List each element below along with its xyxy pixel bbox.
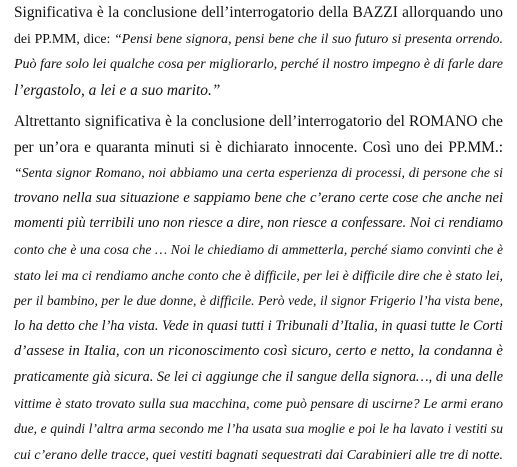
- text-line: per un’ora e quaranta minuti si è dichiarato innocente. Così uno dei PP.MM.:: [14, 138, 503, 156]
- paragraph-romano: [14, 109, 503, 467]
- text-line: Significativa è la conclusione dell’interrogatorio della BAZZI allorquando uno: [14, 4, 503, 21]
- text-line: Può fare solo lei qualche cosa per migliorarlo, perché il nostro impegno è di farle dare: [14, 57, 503, 72]
- quote-segment: “Pensi bene signora, pensi bene che il suo futuro si presenta orrendo.: [114, 31, 503, 46]
- text-line: lo ha detto che l’ha vista. Vede in quasi tutti i Tribunali d’Italia, in quasi tutte le Corti: [14, 317, 503, 334]
- text-line: d’assese in Italia, con un riconoscimento così sicuro, certo e netto, la condanna è: [14, 343, 503, 360]
- text-segment: dei PP.MM, dice:: [14, 31, 115, 46]
- text-line: due, e quindi l’altra arma secondo me l’ha usata sua moglie e poi le ha lavato i vestiti su: [14, 421, 503, 437]
- text-line: stato lei ma ci rendiamo anche conto che è difficile, per lei è difficile dire che è stato lei,: [14, 267, 503, 283]
- text-line: praticamente già sicura. Se lei ci aggiunge che il sangue della signora…, di una delle: [14, 368, 503, 385]
- text-line: per il bambino, per le due donne, è difficile. Però vede, il signor Frigerio l’ha vista bene,: [14, 293, 503, 309]
- paragraph-bazzi: [14, 0, 503, 104]
- text-line: momenti più terribili uno non riesce a dire, non riesce a confessare. Noi ci rendiamo: [14, 215, 503, 232]
- text-line: vittime è stato trovato sulla sua macchina, come può pensare di uscirne? Le armi erano: [14, 395, 503, 411]
- text-line: [14, 26, 503, 52]
- text-line: trovano nella sua situazione e sappiamo bene che c’erano certe cose che anche nei: [14, 189, 503, 206]
- text-line: cui c’erano delle tracce, quei vestiti bagnati sequestrati dai Carabinieri alle tre di notte.: [14, 446, 503, 462]
- text-line: Altrettanto significativa è la conclusione dell’interrogatorio del ROMANO che: [14, 113, 503, 130]
- text-line: l’ergastolo, a lei e a suo marito.”: [14, 82, 221, 99]
- text-line: conto che è una cosa che … Noi le chiediamo di ammetterla, perché siamo convinti che è: [14, 241, 503, 257]
- text-line: “Senta signor Romano, noi abbiamo una certa esperienza di processi, di persone che si: [14, 165, 503, 181]
